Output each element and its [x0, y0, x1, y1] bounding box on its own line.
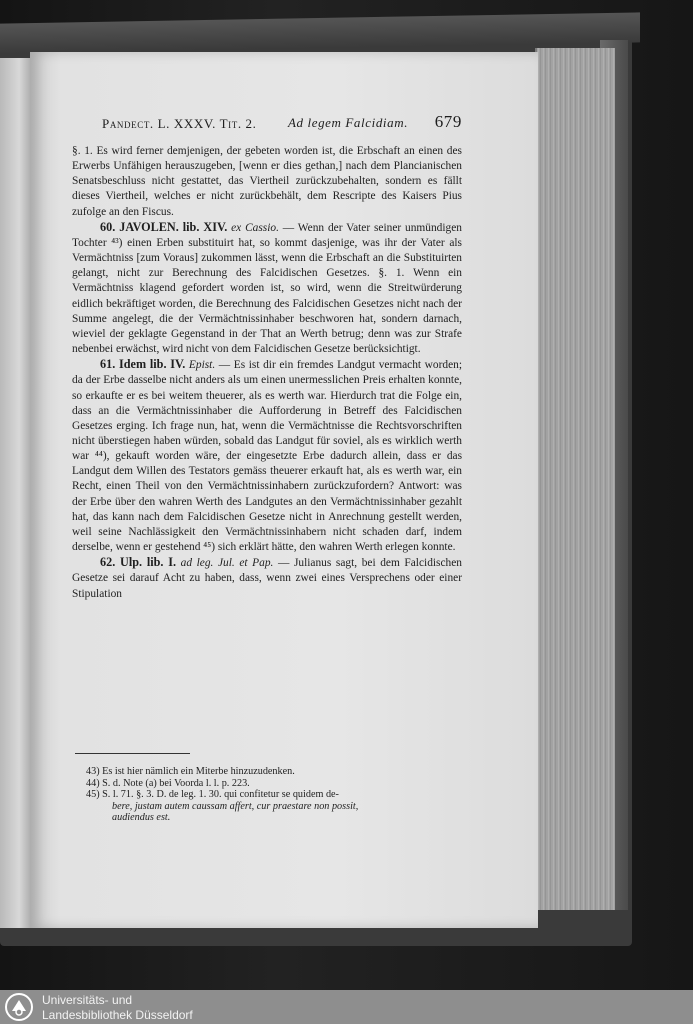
entry-source-62: ad leg. Jul. et Pap. [180, 557, 274, 570]
footnotes [86, 766, 464, 824]
paragraph-60 [72, 220, 462, 357]
entry-text-61: — Es ist dir ein fremdes Landgut vermacht worden; da der Erbe dasselbe nicht anders als um einen unermesslichen Preis erhalten konnte, so erkaufte er es bei weitem theuerer, als es werth war. Hierdurch trat die Folge ein, dass an die Vermächtnissinhaber die Aufforderung in Betreff des Falcidischen Gesetzes erging. Ich frage nun, hat, wenn die Vermächtnisse die Rechtsvorschriften nicht überstiegen haben würden, sobald das Landgut für soviel, als es wirklich werth war ⁴⁴), gekauft worden wäre, der eingesetzte Erbe dadurch allein, dass er das Landgut dem Willen des Testators gemäss theuerer erkauft hat, als es werth war, ein Recht, einen Theil von den Vermächtnissinhabern zurückzufordern? Antwort: was der Erbe über den wahren Werth des Landgutes an den Vermächtnissinhaber gezahlt hat, das kann nach dem Falcidischen Gesetze nicht in Anrechnung gestellt werden, weil seine Nachlässigkeit den Vermächtnissinhabern nicht schaden darf, indem derselbe, wenn er gestehend ⁴⁵) sich erklärt hätte, den wahren Werth erlegen konnte. [72, 359, 462, 554]
paragraph-62 [72, 555, 462, 601]
footnote-45-line1: 45) S. l. 71. §. 3. D. de leg. 1. 30. qui confitetur se quidem de- [86, 789, 339, 801]
library-name-line2: Landesbibliothek Düsseldorf [42, 1007, 193, 1022]
footnote-44: 44) S. d. Note (a) bei Voorda l. l. p. 223. [86, 777, 250, 789]
page-number: 679 [434, 112, 462, 131]
library-footer [0, 990, 693, 1024]
entry-text-62: — Julianus sagt, bei dem Falcidischen Gesetze sei darauf Acht zu haben, dass, wenn zwei eines Versprechens oder einer Stipulation [72, 557, 462, 600]
entry-lead-60: 60. JAVOLEN. lib. XIV. [100, 219, 228, 234]
main-text [72, 144, 462, 602]
page-fore-edge [535, 48, 615, 910]
footnote-43: 43) Es ist hier nämlich ein Miterbe hinzuzudenken. [86, 766, 295, 777]
entry-lead-61: 61. Idem lib. IV. [100, 357, 186, 372]
footnote-45-line3: audiendus est. [112, 812, 171, 824]
library-logo-icon [4, 992, 34, 1022]
library-name-line1: Universitäts- und [42, 993, 133, 1007]
paragraph-1: §. 1. Es wird ferner demjenigen, der gebeten worden ist, die Erbschaft an einen des Erwerbs Unfähigen herauszugeben, [wenn er dies gethan,] nach dem Plancianischen Senatsbeschluss nicht gestattet, das Viertheil zurückzubehalten, sondern es fällt dieses Viertheil, welches er nicht zurückbehält, dem Rescripte des Kaisers Pius zufolge an den Fiscus. [72, 145, 462, 218]
entry-source-60: ex Cassio. [231, 221, 279, 234]
library-name [42, 993, 193, 1022]
entry-source-61: Epist. [188, 359, 216, 372]
footnote-45-line2: bere, justam autem caussam affert, cur praestare non possit, [112, 800, 359, 812]
running-head-title: Ad legem Falcidiam. [288, 115, 409, 130]
footnote-rule [75, 753, 190, 754]
entry-text-60: — Wenn der Vater seiner unmündigen Tochter ⁴³) einen Erben substituirt hat, so kommt dasjenige, was ihr der Vater als Vermächtniss [zum Voraus] zukommen lässt, wenn die Erbschaft an die Substituirten gelangt, nicht zur Berechnung des Falcidischen Gesetzes. §. 1. Wenn ein Vermächtniss klagend gefordert worden ist, so wird, wenn die Streitwürderung eidlich bekräftiget worden, die Berechnung des Falcidischen Gesetzes nicht nach der Summe angelegt, die der Vermächtnissinhaber beschworen hat, sondern darnach, wieviel der geklagte Gegenstand in der That an Werth betrug; denn was zur Strafe nebenbei erwächst, wird nicht von dem Falcidischen Gesetze berücksichtigt. [72, 221, 462, 356]
running-head-left: Pandect. L. XXXV. Tit. 2. [102, 116, 257, 131]
running-header [72, 113, 462, 133]
paragraph-61 [72, 357, 462, 555]
left-page-edge [0, 58, 32, 928]
entry-lead-62: 62. Ulp. lib. I. [100, 555, 177, 570]
